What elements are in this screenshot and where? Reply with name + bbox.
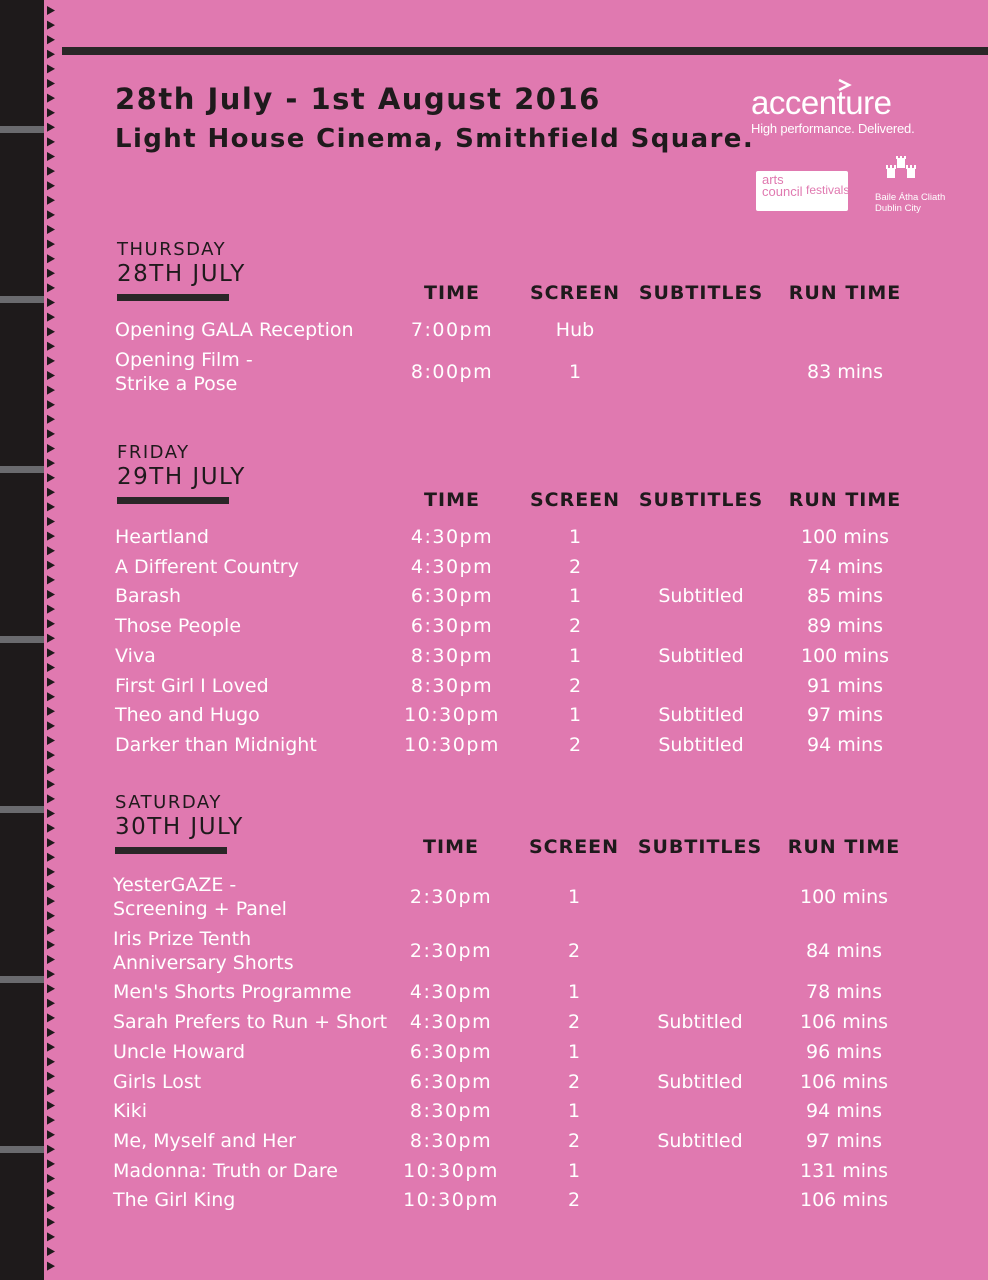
film-runtime: 97 mins: [807, 704, 883, 727]
friday-header-subtitles: SUBTITLES: [638, 489, 764, 511]
film-runtime: 106 mins: [799, 1070, 889, 1093]
film-screen: 1: [567, 1100, 581, 1123]
friday-header-time: TIME: [424, 489, 480, 511]
film-title-line2: Screening + Panel: [113, 898, 287, 920]
perforation-triangle: [47, 1130, 55, 1139]
film-strip-border: [0, 0, 62, 1280]
film-screen: 1: [568, 526, 582, 548]
perforation-triangle: [47, 970, 55, 979]
perforation-triangle: [47, 867, 55, 876]
perforation-triangle: [47, 575, 55, 584]
perforation-triangle: [47, 619, 55, 628]
perforation-triangle: [47, 167, 55, 176]
perforation-triangle: [47, 1072, 55, 1081]
film-title: Those People: [115, 615, 242, 638]
perforation-triangle: [47, 356, 55, 365]
perforation-triangle: [47, 648, 55, 657]
arts-council-label: arts council: [762, 172, 803, 199]
film-time: 2:30pm: [409, 886, 493, 908]
film-runtime: 106 mins: [799, 1011, 889, 1034]
friday-date-label: 29TH JULY: [117, 464, 246, 490]
perforation-triangle: [47, 1174, 55, 1183]
film-runtime: 96 mins: [806, 1040, 882, 1063]
film-screen: 2: [567, 1070, 581, 1093]
film-title: Men's Shorts Programme: [113, 981, 352, 1004]
festival-dates: 28th July - 1st August 2016: [115, 82, 601, 116]
perforation-triangle: [47, 721, 55, 730]
film-screen: 2: [567, 1129, 581, 1152]
perforation-triangle: [47, 663, 55, 672]
perforation-triangle: [47, 546, 55, 555]
saturday-underline: [115, 847, 227, 854]
film-subtitles: Subtitled: [657, 1070, 743, 1093]
film-title: Uncle Howard: [113, 1040, 246, 1063]
film-runtime: 100 mins: [800, 644, 890, 667]
perforation-triangle: [47, 1189, 55, 1198]
perforation-triangle: [47, 79, 55, 88]
perforation-triangle: [47, 707, 55, 716]
film-title: Opening GALA Reception: [115, 319, 354, 341]
perforation-triangle: [47, 605, 55, 614]
perforation-triangle: [47, 517, 55, 526]
perforation-triangle: [47, 342, 55, 351]
perforation-triangle: [47, 488, 55, 497]
thursday-header-subtitles: SUBTITLES: [638, 282, 764, 304]
thursday-underline: [117, 294, 229, 301]
perforation-triangle: [47, 210, 55, 219]
film-screen: 1: [567, 1159, 581, 1182]
perforation-triangle: [47, 240, 55, 249]
film-runtime: 100 mins: [799, 886, 889, 908]
thursday-day-label: THURSDAY: [117, 239, 227, 260]
film-screen: 1: [568, 644, 582, 667]
accenture-tagline: High performance. Delivered.: [751, 121, 915, 136]
film-title: Barash: [115, 585, 182, 608]
film-screen: 2: [567, 939, 581, 962]
film-screen: 2: [567, 1011, 581, 1034]
film-time: 8:00pm: [410, 361, 494, 383]
film-time: 6:30pm: [410, 615, 494, 638]
saturday-date-label: 30TH JULY: [115, 814, 244, 840]
perforation-triangle: [47, 1101, 55, 1110]
film-time: 10:30pm: [404, 704, 500, 727]
film-screen: 1: [568, 585, 582, 608]
perforation-triangle: [47, 196, 55, 205]
film-title-line2: Strike a Pose: [115, 373, 238, 395]
friday-day-label: FRIDAY: [117, 442, 190, 463]
perforation-triangle: [47, 926, 55, 935]
perforation-triangle: [47, 298, 55, 307]
film-runtime: 97 mins: [806, 1129, 882, 1152]
film-runtime: 74 mins: [807, 555, 883, 578]
film-runtime: 84 mins: [806, 939, 882, 962]
dublin-english-name: Dublin City: [875, 203, 921, 214]
film-title: Darker than Midnight: [115, 733, 317, 756]
film-subtitles: Subtitled: [657, 1129, 743, 1152]
film-runtime: 85 mins: [807, 585, 883, 608]
perforation-triangle: [47, 1086, 55, 1095]
film-time: 4:30pm: [409, 1011, 493, 1034]
film-time: 10:30pm: [404, 733, 500, 756]
perforation-triangle: [47, 897, 55, 906]
film-title: The Girl King: [113, 1189, 236, 1212]
perforation-triangle: [47, 751, 55, 760]
saturday-header-runtime: RUN TIME: [787, 836, 901, 858]
festival-venue: Light House Cinema, Smithfield Square.: [115, 124, 755, 154]
top-rule: [62, 47, 988, 55]
perforation-triangle: [47, 254, 55, 263]
perforation-triangle: [47, 736, 55, 745]
film-screen: 2: [567, 1189, 581, 1212]
festivals-label: festivals: [806, 183, 850, 197]
perforation-triangle: [47, 313, 55, 322]
film-title: Viva: [115, 644, 156, 667]
film-title: Girls Lost: [113, 1070, 202, 1093]
friday-header-runtime: RUN TIME: [788, 489, 902, 511]
saturday-day-label: SATURDAY: [115, 792, 222, 813]
film-screen: 2: [568, 674, 582, 697]
perforation-triangle: [47, 692, 55, 701]
film-subtitles: Subtitled: [658, 704, 744, 727]
film-title: A Different Country: [115, 555, 299, 578]
perforation-triangle: [47, 123, 55, 132]
perforation-triangle: [47, 283, 55, 292]
perforation-triangle: [47, 1232, 55, 1241]
perforation-triangle: [47, 1218, 55, 1227]
film-runtime: 106 mins: [799, 1189, 889, 1212]
film-runtime: 94 mins: [807, 733, 883, 756]
film-time: 8:30pm: [410, 674, 494, 697]
film-runtime: 131 mins: [799, 1159, 889, 1182]
perforation-triangle: [47, 225, 55, 234]
perforation-triangle: [47, 6, 55, 15]
perforation-triangle: [47, 561, 55, 570]
film-time: 8:30pm: [409, 1100, 493, 1123]
perforation-triangle: [47, 590, 55, 599]
perforation-triangle: [47, 911, 55, 920]
perforation-triangle: [47, 853, 55, 862]
film-subtitles: Subtitled: [658, 644, 744, 667]
film-runtime: 91 mins: [807, 674, 883, 697]
perforation-triangle: [47, 824, 55, 833]
perforation-triangle: [47, 984, 55, 993]
film-screen: 1: [567, 1040, 581, 1063]
accenture-logo: [751, 86, 914, 136]
film-screen: 2: [568, 733, 582, 756]
perforation-triangle: [47, 429, 55, 438]
perforation-triangle: [47, 678, 55, 687]
film-title: First Girl I Loved: [115, 674, 269, 697]
perforation-triangle: [47, 999, 55, 1008]
film-title: YesterGAZE -: [113, 874, 237, 896]
film-screen: 1: [568, 704, 582, 727]
film-runtime: 89 mins: [807, 615, 883, 638]
friday-underline: [117, 497, 229, 504]
perforation-triangle: [47, 444, 55, 453]
perforation-triangle: [47, 634, 55, 643]
perforation-triangle: [47, 1262, 55, 1271]
film-runtime: 100 mins: [800, 526, 890, 548]
film-time: 10:30pm: [403, 1189, 499, 1212]
perforation-triangle: [47, 794, 55, 803]
perforation-triangle: [47, 137, 55, 146]
perforation-triangle: [47, 400, 55, 409]
perforation-triangle: [47, 1203, 55, 1212]
film-time: 7:00pm: [410, 319, 494, 341]
film-time: 4:30pm: [409, 981, 493, 1004]
perforation-triangle: [47, 94, 55, 103]
film-title: Sarah Prefers to Run + Short: [113, 1011, 388, 1034]
perforation-triangle: [47, 1028, 55, 1037]
film-title-line2: Anniversary Shorts: [113, 951, 294, 974]
perforation-triangle: [47, 838, 55, 847]
perforation-triangle: [47, 1247, 55, 1256]
film-subtitles: Subtitled: [658, 585, 744, 608]
film-time: 2:30pm: [409, 939, 493, 962]
film-screen: 2: [568, 555, 582, 578]
perforation-triangle: [47, 269, 55, 278]
film-title: Me, Myself and Her: [113, 1129, 296, 1152]
perforation-triangle: [47, 50, 55, 59]
perforation-triangle: [47, 532, 55, 541]
perforation-triangle: [47, 1145, 55, 1154]
film-title: Kiki: [113, 1100, 148, 1123]
perforation-triangle: [47, 1159, 55, 1168]
film-perforation-triangles: [44, 0, 58, 1280]
perforation-triangle: [47, 882, 55, 891]
saturday-header-time: TIME: [423, 836, 479, 858]
film-runtime: 94 mins: [806, 1100, 882, 1123]
film-time: 4:30pm: [410, 526, 494, 548]
perforation-triangle: [47, 386, 55, 395]
perforation-triangle: [47, 765, 55, 774]
accenture-wordmark: accenture: [751, 84, 892, 121]
perforation-triangle: [47, 327, 55, 336]
castle-icon: [885, 156, 921, 188]
perforation-triangle: [47, 1013, 55, 1022]
thursday-header-runtime: RUN TIME: [788, 282, 902, 304]
film-time: 10:30pm: [403, 1159, 499, 1182]
perforation-triangle: [47, 1043, 55, 1052]
saturday-header-subtitles: SUBTITLES: [637, 836, 763, 858]
perforation-triangle: [47, 1057, 55, 1066]
saturday-header-screen: SCREEN: [528, 836, 620, 858]
perforation-triangle: [47, 35, 55, 44]
thursday-date-label: 28TH JULY: [117, 261, 246, 287]
film-title: Iris Prize Tenth: [113, 927, 252, 950]
film-screen: 2: [568, 615, 582, 638]
film-time: 8:30pm: [410, 644, 494, 667]
film-title: Madonna: Truth or Dare: [113, 1159, 338, 1182]
film-time: 6:30pm: [409, 1040, 493, 1063]
perforation-triangle: [47, 415, 55, 424]
perforation-triangle: [47, 181, 55, 190]
film-screen: 1: [567, 981, 581, 1004]
film-title: Heartland: [115, 526, 209, 548]
thursday-header-screen: SCREEN: [529, 282, 621, 304]
friday-header-screen: SCREEN: [529, 489, 621, 511]
perforation-triangle: [47, 459, 55, 468]
film-subtitles: Subtitled: [658, 733, 744, 756]
perforation-triangle: [47, 64, 55, 73]
perforation-triangle: [47, 955, 55, 964]
film-title: Theo and Hugo: [115, 704, 260, 727]
film-title: Opening Film -: [115, 349, 253, 371]
film-runtime: 78 mins: [806, 981, 882, 1004]
dublin-irish-name: Baile Átha Cliath: [875, 192, 946, 203]
film-screen: 1: [567, 886, 581, 908]
film-screen: 1: [568, 361, 582, 383]
perforation-triangle: [47, 809, 55, 818]
film-screen: Hub: [555, 319, 595, 341]
perforation-triangle: [47, 371, 55, 380]
perforation-triangle: [47, 21, 55, 30]
accenture-chevron-icon: [837, 78, 853, 92]
perforation-triangle: [47, 108, 55, 117]
film-subtitles: Subtitled: [657, 1011, 743, 1034]
film-time: 6:30pm: [410, 585, 494, 608]
film-runtime: 83 mins: [807, 361, 883, 383]
film-time: 4:30pm: [410, 555, 494, 578]
thursday-header-time: TIME: [424, 282, 480, 304]
perforation-triangle: [47, 473, 55, 482]
film-time: 8:30pm: [409, 1129, 493, 1152]
perforation-triangle: [47, 1116, 55, 1125]
film-time: 6:30pm: [409, 1070, 493, 1093]
perforation-triangle: [47, 940, 55, 949]
perforation-triangle: [47, 502, 55, 511]
arts-council-festivals-logo: [756, 171, 848, 211]
perforation-triangle: [47, 152, 55, 161]
perforation-triangle: [47, 780, 55, 789]
